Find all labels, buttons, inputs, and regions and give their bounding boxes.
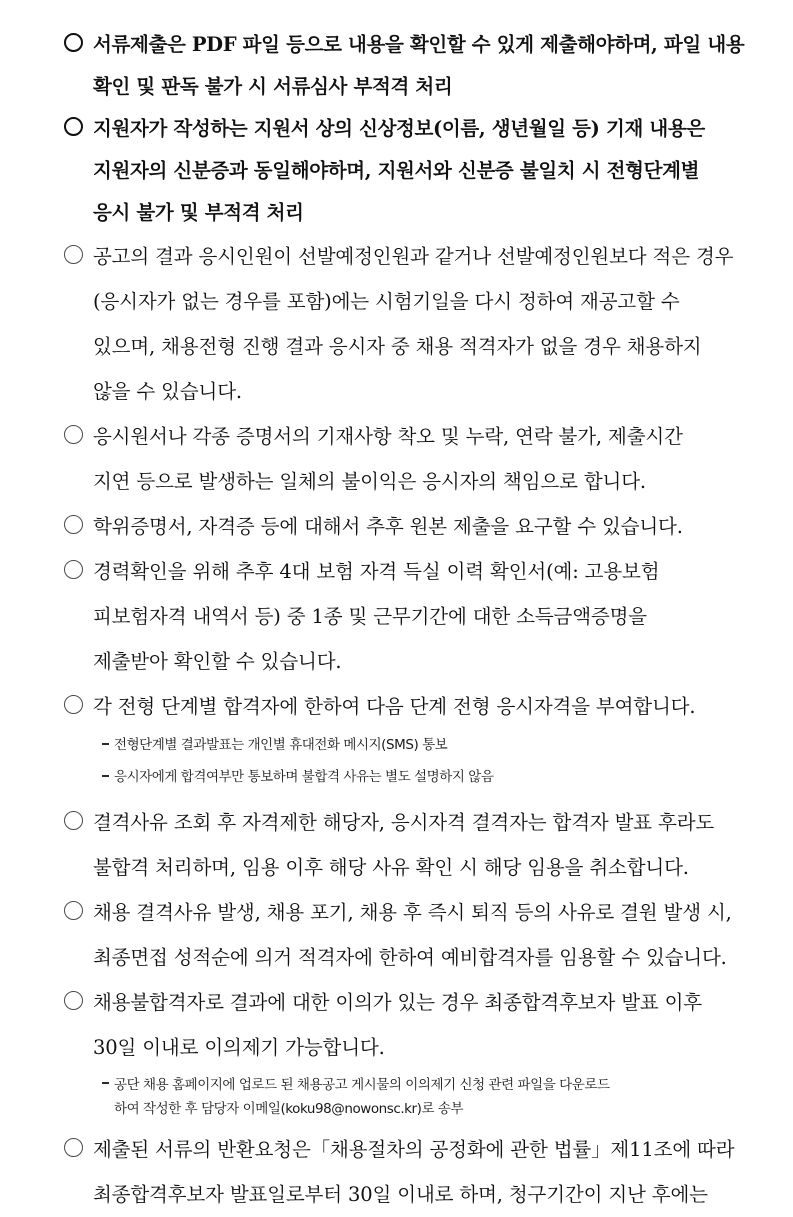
circle-bullet-icon <box>64 560 83 579</box>
text-line: 제출받아 확인할 수 있습니다. <box>93 650 342 673</box>
notice-item-1 <box>52 24 745 108</box>
circle-bullet-icon <box>64 1138 83 1157</box>
notice-item-4 <box>52 414 741 504</box>
text-line: 확인 및 판독 불가 시 서류심사 부적격 처리 <box>93 75 453 98</box>
circle-bullet-icon <box>64 117 83 136</box>
notice-item-2-text <box>93 108 741 234</box>
notice-item-9-text <box>93 890 741 980</box>
text-line: 하여 작성한 후 담당자 이메일(koku98@nowonsc.kr)로 송부 <box>114 1101 464 1117</box>
text-line: 서류제출은 PDF 파일 등으로 내용을 확인할 수 있게 제출해야하며, 파일 내용 <box>93 33 745 56</box>
notice-item-8-text <box>93 800 741 890</box>
text-line: 30일 이내로 이의제기 가능합니다. <box>93 1036 385 1059</box>
notice-item-7-text <box>93 684 741 729</box>
text-line: 응시원서나 각종 증명서의 기재사항 착오 및 누락, 연락 불가, 제출시간 <box>93 425 683 448</box>
notice-item-3-text <box>93 234 741 414</box>
text-line: 공단 채용 홈페이지에 업로드 된 채용공고 게시물의 이의제기 신청 관련 파일을 다운로드 <box>114 1077 610 1093</box>
notice-item-1-text <box>93 24 745 108</box>
notice-subitem-7-2 <box>52 764 741 790</box>
dash-bullet-icon <box>102 1082 109 1084</box>
text-line: 응시자에게 합격여부만 통보하며 불합격 사유는 별도 설명하지 않음 <box>114 769 494 785</box>
circle-bullet-icon <box>64 515 83 534</box>
text-line: 피보험자격 내역서 등) 중 1종 및 근무기간에 대한 소득금액증명을 <box>93 605 647 628</box>
text-line: 않을 수 있습니다. <box>93 380 242 403</box>
text-line: 각 전형 단계별 합격자에 한하여 다음 단계 전형 응시자격을 부여합니다. <box>93 695 696 718</box>
text-line: 결격사유 조회 후 자격제한 해당자, 응시자격 결격자는 합격자 발표 후라도 <box>93 811 715 834</box>
text-line: 최종합격후보자 발표일로부터 30일 이내로 하며, 청구기간이 지난 후에는 <box>93 1183 708 1206</box>
notice-item-5-text <box>93 504 741 549</box>
notice-subitem-7-1 <box>52 732 741 758</box>
text-line: 전형단계별 결과발표는 개인별 휴대전화 메시지(SMS) 통보 <box>114 737 448 753</box>
text-line: 있으며, 채용전형 진행 결과 응시자 중 채용 적격자가 없을 경우 채용하지 <box>93 335 702 358</box>
circle-bullet-icon <box>64 991 83 1010</box>
text-line: 경력확인을 위해 추후 4대 보험 자격 득실 이력 확인서(예: 고용보험 <box>93 560 660 583</box>
notice-item-5 <box>52 504 741 549</box>
notice-item-4-text <box>93 414 741 504</box>
circle-bullet-icon <box>64 901 83 920</box>
circle-bullet-icon <box>64 811 83 830</box>
text-line: 지원자의 신분증과 동일해야하며, 지원서와 신분증 불일치 시 전형단계별 <box>93 159 700 182</box>
text-line: 응시 불가 및 부적격 처리 <box>93 201 304 224</box>
text-line: 공고의 결과 응시인원이 선발예정인원과 같거나 선발예정인원보다 적은 경우 <box>93 245 734 268</box>
notice-item-11-text <box>93 1127 741 1217</box>
circle-bullet-icon <box>64 425 83 444</box>
dash-bullet-icon <box>102 743 109 745</box>
notice-item-2 <box>52 108 741 234</box>
dash-bullet-icon <box>102 775 109 777</box>
notice-item-9 <box>52 890 741 980</box>
text-line: 학위증명서, 자격증 등에 대해서 추후 원본 제출을 요구할 수 있습니다. <box>93 515 683 538</box>
text-line: 채용 결격사유 발생, 채용 포기, 채용 후 즉시 퇴직 등의 사유로 결원 발생 시, <box>93 901 732 924</box>
text-line: 불합격 처리하며, 임용 이후 해당 사유 확인 시 해당 임용을 취소합니다. <box>93 856 689 879</box>
notice-item-6-text <box>93 549 741 684</box>
circle-bullet-icon <box>64 245 83 264</box>
text-line: 지원자가 작성하는 지원서 상의 신상정보(이름, 생년월일 등) 기재 내용은 <box>93 117 705 140</box>
notice-item-8 <box>52 800 741 890</box>
text-line: (응시자가 없는 경우를 포함)에는 시험기일을 다시 정하여 재공고할 수 <box>93 290 680 313</box>
text-line: 제출된 서류의 반환요청은「채용절차의 공정화에 관한 법률」제11조에 따라 <box>93 1138 735 1161</box>
notice-item-11 <box>52 1127 741 1217</box>
circle-bullet-icon <box>64 695 83 714</box>
notice-item-3 <box>52 234 741 414</box>
text-line: 지연 등으로 발생하는 일체의 불이익은 응시자의 책임으로 합니다. <box>93 470 646 493</box>
circle-bullet-icon <box>64 33 83 52</box>
spacer <box>52 790 741 800</box>
notice-item-7 <box>52 684 741 729</box>
text-line: 최종면접 성적순에 의거 적격자에 한하여 예비합격자를 임용할 수 있습니다. <box>93 946 727 969</box>
notice-item-10 <box>52 980 741 1070</box>
text-line: 채용불합격자로 결과에 대한 이의가 있는 경우 최종합격후보자 발표 이후 <box>93 991 702 1014</box>
notice-item-10-text <box>93 980 741 1070</box>
notice-subitem-10-1 <box>52 1073 741 1121</box>
notice-item-6 <box>52 549 741 684</box>
